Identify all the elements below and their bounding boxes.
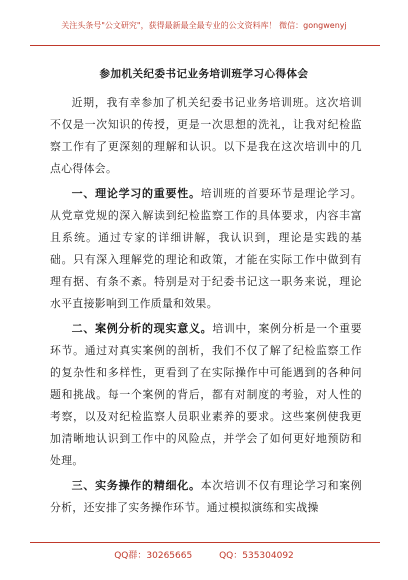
section-text-theory: 培训班的首要环节是理论学习。从党章党规的深入解读到纪检监察工作的具体要求，内容丰富且系统。通过专家的详细讲解，我认识到，理论是实践的基础。只有深入理解党的理论和政策，才能在实际工作中做到有理有据、有条不紊。特别是对于纪委书记这一职务来说，理论水平直接影响到工作质量和效果。	[50, 187, 362, 310]
section-paragraph-theory	[50, 183, 362, 315]
section-heading-practice: 三、实务操作的精细化。	[71, 479, 201, 492]
footer-qq: QQ：535304092	[219, 551, 294, 561]
footer-contact	[0, 548, 408, 561]
section-heading-theory: 一、理论学习的重要性。	[71, 187, 201, 200]
section-text-practice: 本次培训不仅有理论学习和案例分析，还安排了实务操作环节。通过模拟演练和实战操	[50, 479, 362, 514]
footer-divider	[30, 542, 380, 543]
header-divider	[30, 45, 380, 46]
intro-paragraph: 近期，我有幸参加了机关纪委书记业务培训班。这次培训不仅是一次知识的传授，更是一次思想的洗礼，让我对纪检监察工作有了更深刻的理解和认识。以下是我在这次培训中的几点心得体会。	[50, 96, 362, 175]
document-body	[50, 92, 362, 522]
promo-banner: 关注头条号"公文研究"，获得最新最全最专业的公文资料库！ 微信：gongwenyj	[61, 21, 347, 30]
section-text-cases: 培训中，案例分析是一个重要环节。通过对真实案例的剖析，我们不仅了解了纪检监察工作的复杂性和多样性，更看到了在实际操作中可能遇到的各种问题和挑战。每一个案例的背后，都有对制度的考验，对人性的考察，以及对纪检监察人员职业素养的要求。这些案例使我更加清晰地认识到工作中的风险点，并学会了如何更好地预防和处理。	[50, 322, 362, 467]
section-heading-cases: 二、案例分析的现实意义。	[71, 322, 213, 335]
section-paragraph-practice	[50, 475, 362, 519]
section-paragraph-cases	[50, 318, 362, 472]
footer-qq-group: QQ群：30265665	[114, 551, 193, 561]
document-title: 参加机关纪委书记业务培训班学习心得体会	[99, 68, 309, 80]
